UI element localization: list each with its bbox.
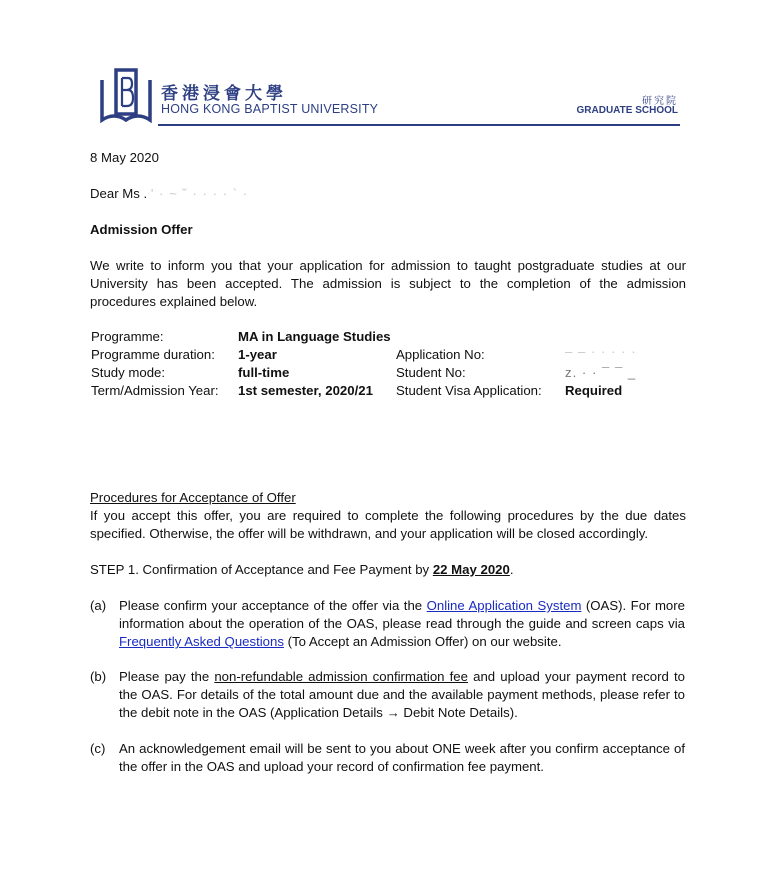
term-label: Term/Admission Year: bbox=[91, 383, 219, 398]
letter-date: 8 May 2020 bbox=[90, 150, 159, 165]
step1-suffix: . bbox=[509, 562, 514, 577]
programme-value: MA in Language Studies bbox=[238, 329, 391, 344]
intro-paragraph: We write to inform you that your application for admission to taught postgraduate studies at our University has been accepted. The admission is subject to the completion of the admission procedures explained below. bbox=[90, 258, 686, 309]
item-a-marker: (a) bbox=[90, 598, 107, 613]
item-c-text: An acknowledgement email will be sent to you about ONE week after you confirm acceptance of the offer in the OAS and upload your record of confirmation fee payment. bbox=[119, 741, 685, 774]
item-b-text bbox=[119, 668, 685, 722]
student-no-label: Student No: bbox=[396, 365, 466, 380]
application-no-label: Application No: bbox=[396, 347, 485, 362]
online-application-system-link[interactable]: Online Application System bbox=[426, 598, 582, 613]
item-c-marker: (c) bbox=[90, 741, 106, 756]
item-a-text-1: Please confirm your acceptance of the offer via the bbox=[119, 598, 427, 613]
item-a-text bbox=[119, 597, 685, 651]
study-mode-value: full-time bbox=[238, 365, 290, 380]
confirmation-fee-text: non-refundable admission confirmation fee bbox=[214, 669, 468, 684]
redacted-name: ' · ~ ˘ · · · · ` · bbox=[150, 186, 249, 201]
faq-link[interactable]: Frequently Asked Questions bbox=[119, 634, 284, 649]
procedures-intro: If you accept this offer, you are required to complete the following procedures by the due dates specified. Otherwise, the offer will be withdrawn, and your application will be closed accordingly. bbox=[90, 508, 686, 541]
list-item-a bbox=[90, 597, 686, 651]
subject-heading: Admission Offer bbox=[90, 222, 193, 237]
duration-label: Programme duration: bbox=[91, 347, 215, 362]
item-b-marker: (b) bbox=[90, 669, 107, 684]
term-value: 1st semester, 2020/21 bbox=[238, 383, 373, 398]
visa-value: Required bbox=[565, 383, 623, 398]
programme-label: Programme: bbox=[91, 329, 164, 344]
salutation-text: Dear Ms . bbox=[90, 186, 148, 201]
university-name-cn: 香港浸會大學 bbox=[161, 84, 287, 104]
university-name-en: HONG KONG BAPTIST UNIVERSITY bbox=[161, 102, 379, 116]
step1-prefix: STEP 1. Confirmation of Acceptance and Fee Payment by bbox=[90, 562, 433, 577]
duration-value: 1-year bbox=[238, 347, 277, 362]
list-item-b bbox=[90, 668, 686, 722]
study-mode-label: Study mode: bbox=[91, 365, 166, 380]
school-name-en: GRADUATE SCHOOL bbox=[576, 105, 678, 116]
school-name-cn: 研究院 bbox=[642, 96, 678, 107]
salutation bbox=[90, 185, 686, 203]
visa-label: Student Visa Application: bbox=[396, 383, 542, 398]
application-no-value: – – · · · · · bbox=[565, 344, 637, 359]
hkbu-logo-icon bbox=[100, 68, 152, 126]
list-item-c bbox=[90, 740, 686, 776]
item-b-text-2: and upload your payment record to the OAS. For details of the total amount due and the available payment methods, please refer to the debit note in the OAS (Application Details → Debit Note Details). bbox=[119, 669, 685, 720]
item-a-text-2: (OAS). For more information about the operation of the OAS, please read through the guide and screen caps via bbox=[119, 598, 685, 631]
step1-due-date: 22 May 2020 bbox=[432, 562, 510, 577]
step1-heading bbox=[90, 561, 686, 579]
header-divider bbox=[158, 124, 680, 126]
item-b-text-1: Please pay the bbox=[119, 669, 215, 684]
item-a-text-3: (To Accept an Admission Offer) on our website. bbox=[283, 634, 562, 649]
student-no-value: z. · · ¯ ¯ _ bbox=[565, 365, 637, 380]
procedures-heading: Procedures for Acceptance of Offer bbox=[90, 490, 296, 505]
